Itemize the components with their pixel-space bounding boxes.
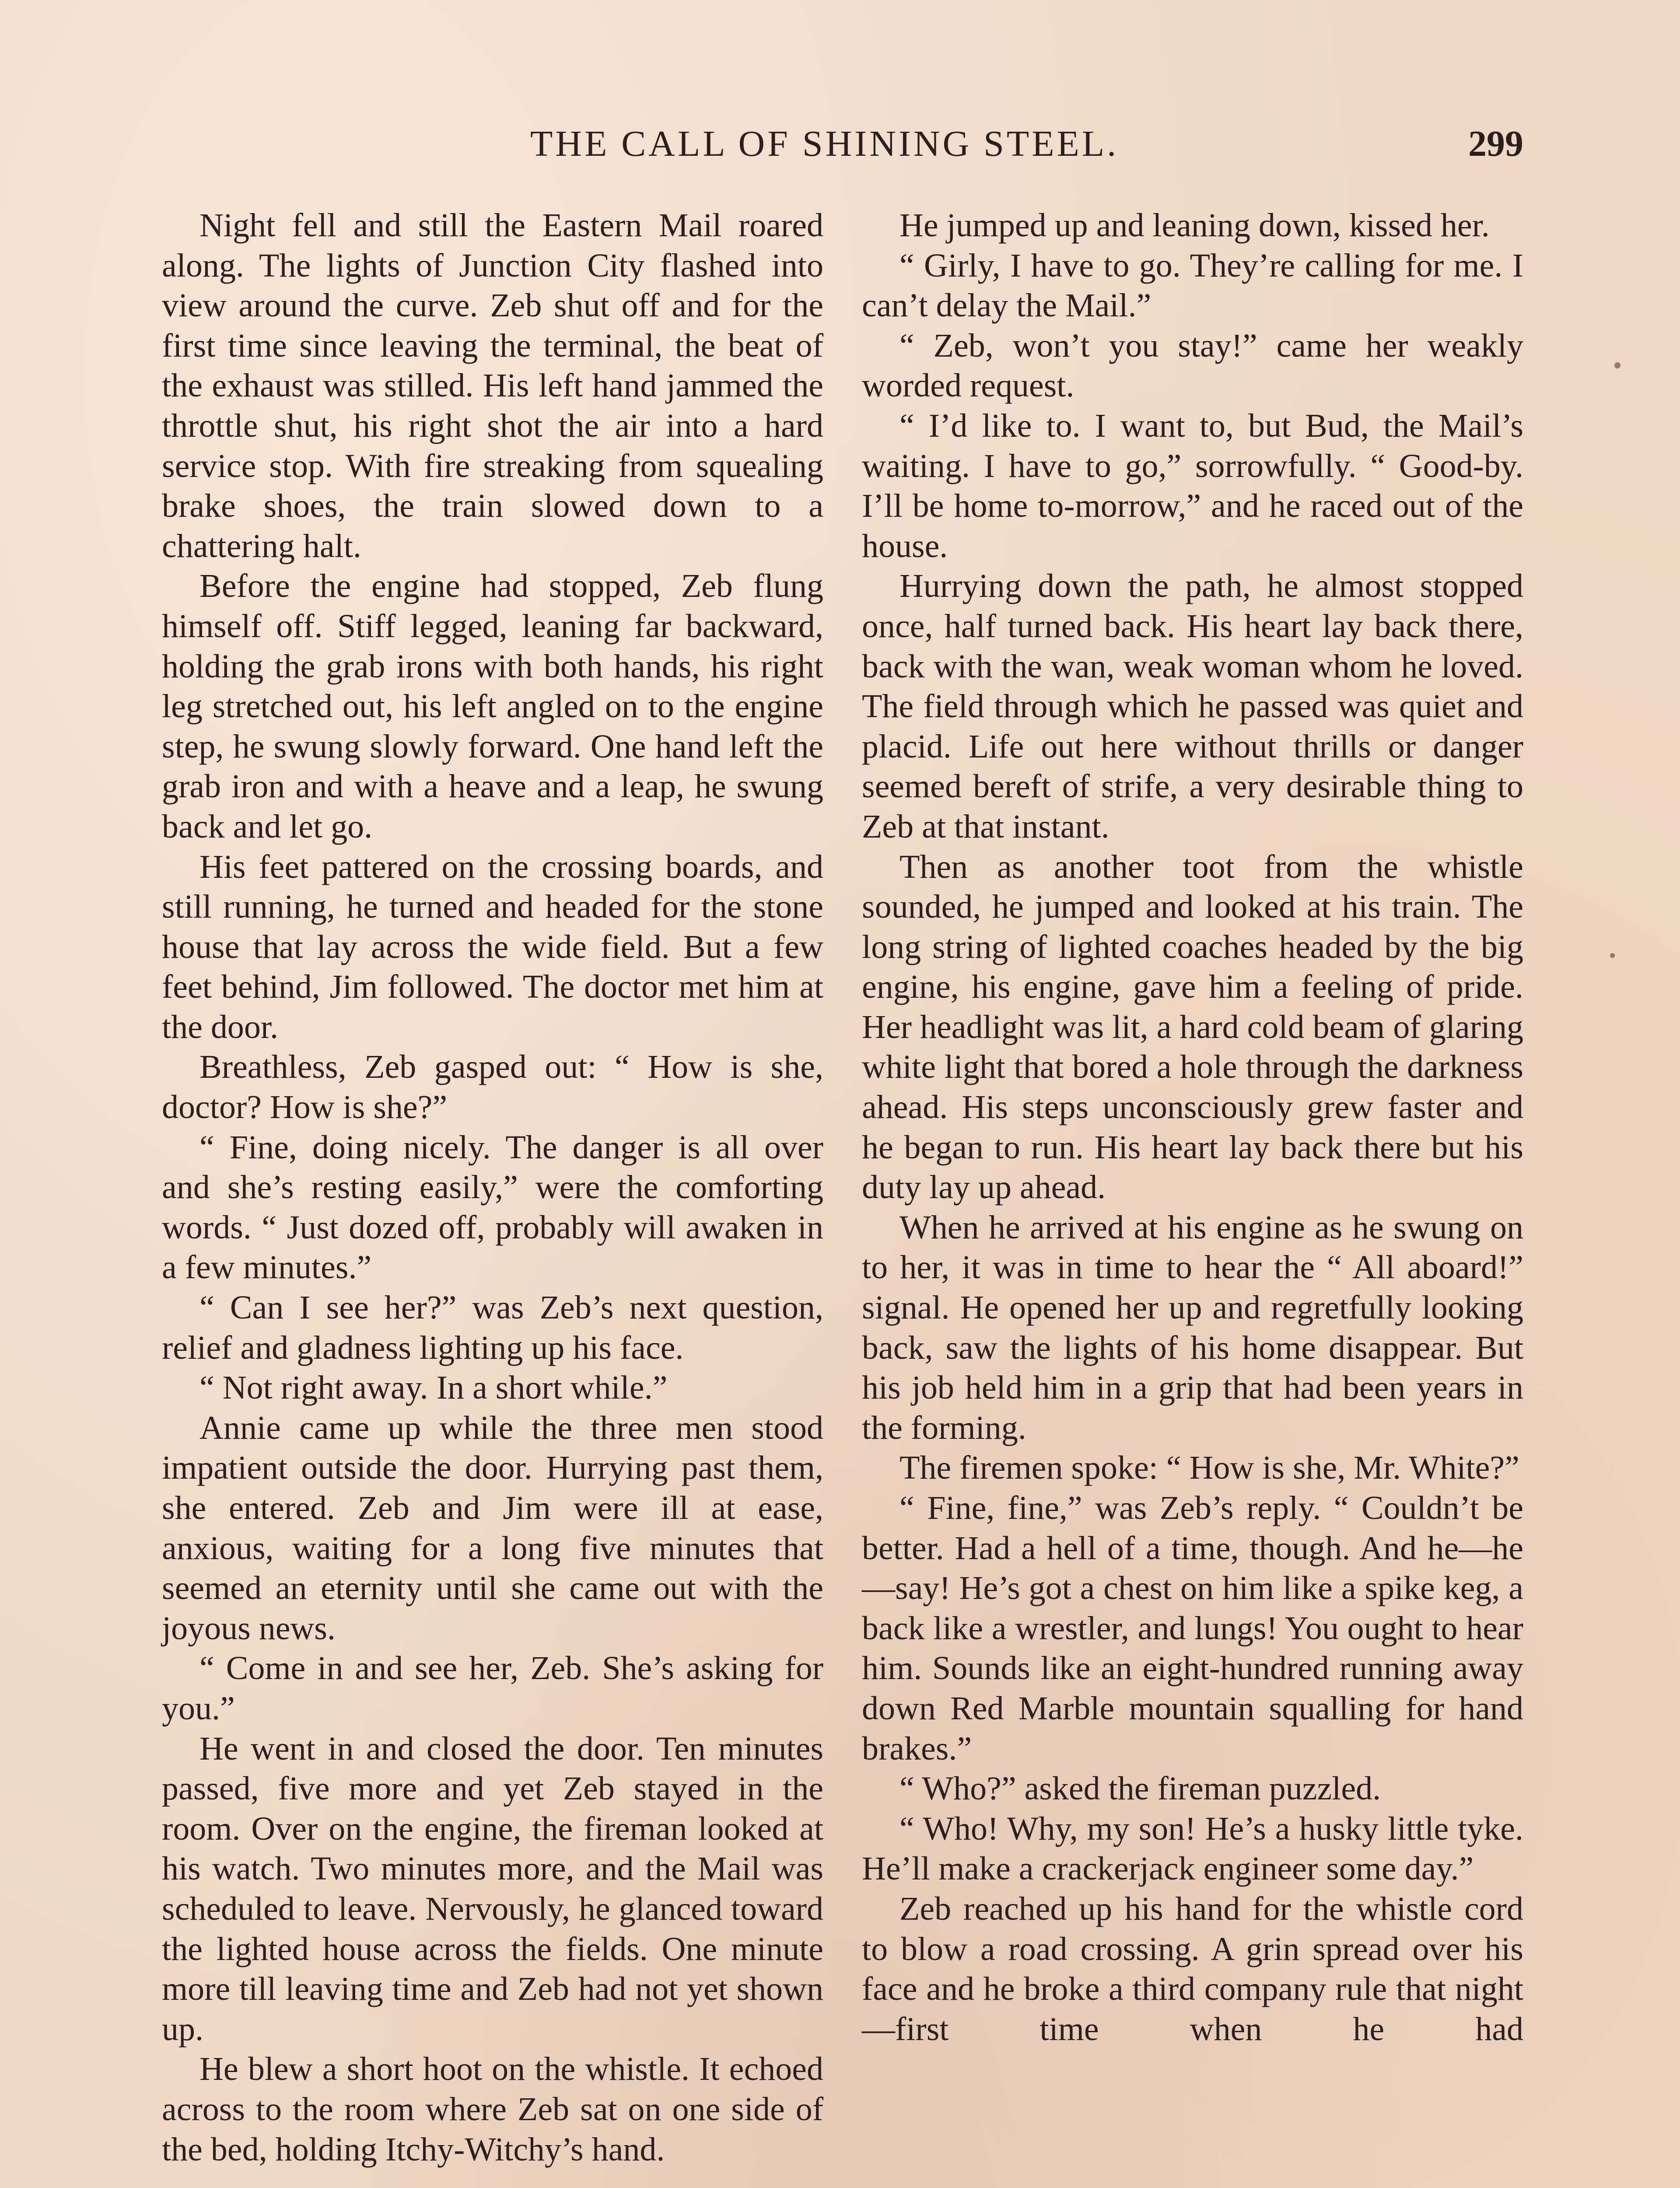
paragraph: He went in and closed the door. Ten minutes passed, five more and yet Zeb stayed in the room. Over on the engine, the fireman looked at his watch. Two minutes more, and the Mail was scheduled to leave. Nervously, he glanced toward the lighted house across the fields. One minute more till leaving time and Zeb had not yet shown up. <box>162 1730 823 2048</box>
paragraph: “ Fine, fine,” was Zeb’s reply. “ Couldn’t be better. Had a hell of a time, though. And he—he—say! He’s got a chest on him like a spike keg, a back like a wrestler, and lungs! You ought to hear him. Sounds like an eight-hundred running away down Red Marble mountain squalling for hand brakes.” <box>862 1490 1523 1767</box>
left-column <box>162 206 823 2170</box>
paper-speck <box>1614 362 1620 368</box>
paragraph: “ Girly, I have to go. They’re calling for me. I can’t delay the Mail.” <box>862 247 1523 324</box>
paragraph: Before the engine had stopped, Zeb flung himself off. Stiff legged, leaning far backward, holding the grab irons with both hands, his right leg stretched out, his left angled on to the engine step, he swung slowly forward. One hand left the grab iron and with a heave and a leap, he swung back and let go. <box>162 568 823 845</box>
paragraph: Hurrying down the path, he almost stopped once, half turned back. His heart lay back there, back with the wan, weak woman whom he loved. The field through which he passed was quiet and placid. Life out here without thrills or danger seemed bereft of strife, a very desirable thing to Zeb at that instant. <box>862 568 1523 845</box>
paragraph: Annie came up while the three men stood impatient outside the door. Hurrying past them, she entered. Zeb and Jim were ill at ease, anxious, waiting for a long five minutes that seemed an eternity until she came out with the joyous news. <box>162 1409 823 1647</box>
paragraph: “ Who?” asked the fireman puzzled. <box>900 1770 1381 1807</box>
paragraph: The firemen spoke: “ How is she, Mr. White?” <box>900 1449 1519 1487</box>
running-title: THE CALL OF SHINING STEEL. <box>530 123 1119 164</box>
paragraph: “ Who! Why, my son! He’s a husky little tyke. He’ll make a crackerjack engineer some day.” <box>862 1810 1523 1887</box>
paragraph: His feet pattered on the crossing boards, and still running, he turned and headed for the stone house that lay across the wide field. But a few feet behind, Jim followed. The doctor met him at the door. <box>162 848 823 1045</box>
paragraph: When he arrived at his engine as he swung on to her, it was in time to hear the “ All aboard!” signal. He opened her up and regretfully looking back, saw the lights of his home disappear. But his job held him in a grip that had been years in the forming. <box>862 1209 1523 1446</box>
paragraph-continues: Zeb reached up his hand for the whistle cord to blow a road crossing. A grin spread over his face and he broke a third company rule that night—first time when he had <box>862 1890 1523 2048</box>
paragraph: He blew a short hoot on the whistle. It echoed across to the room where Zeb sat on one side of the bed, holding Itchy-Witchy’s hand. <box>162 2051 823 2168</box>
paragraph: “ Fine, doing nicely. The danger is all over and she’s resting easily,” were the comforting words. “ Just dozed off, probably will awaken in a few minutes.” <box>162 1129 823 1286</box>
page-header <box>163 123 1523 175</box>
page-number: 299 <box>1468 123 1523 164</box>
paper-speck <box>1610 953 1615 958</box>
paragraph: “ Come in and see her, Zeb. She’s asking for you.” <box>162 1650 823 1727</box>
paragraph: Breathless, Zeb gasped out: “ How is she, doctor? How is she?” <box>162 1048 823 1126</box>
paragraph: “ Can I see her?” was Zeb’s next question, relief and gladness lighting up his face. <box>162 1289 823 1366</box>
paragraph: “ I’d like to. I want to, but Bud, the Mail’s waiting. I have to go,” sorrowfully. “ Good-by. I’ll be home to-morrow,” and he raced out of the house. <box>862 407 1523 565</box>
paragraph: He jumped up and leaning down, kissed her. <box>900 207 1490 244</box>
paragraph: Night fell and still the Eastern Mail roared along. The lights of Junction City flashed into view around the curve. Zeb shut off and for the first time since leaving the terminal, the beat of the exhaust was stilled. His left hand jammed the throttle shut, his right shot the air into a hard service stop. With fire streaking from squealing brake shoes, the train slowed down to a chattering halt. <box>162 207 823 565</box>
paragraph: Then as another toot from the whistle sounded, he jumped and looked at his train. The long string of lighted coaches headed by the big engine, his engine, gave him a feeling of pride. Her headlight was lit, a hard cold beam of glaring white light that bored a hole through the darkness ahead. His steps unconsciously grew faster and he began to run. His heart lay back there but his duty lay up ahead. <box>862 848 1523 1206</box>
paragraph: “ Not right away. In a short while.” <box>200 1369 668 1406</box>
right-column <box>862 206 1523 2049</box>
paragraph: “ Zeb, won’t you stay!” came her weakly worded request. <box>862 327 1523 404</box>
